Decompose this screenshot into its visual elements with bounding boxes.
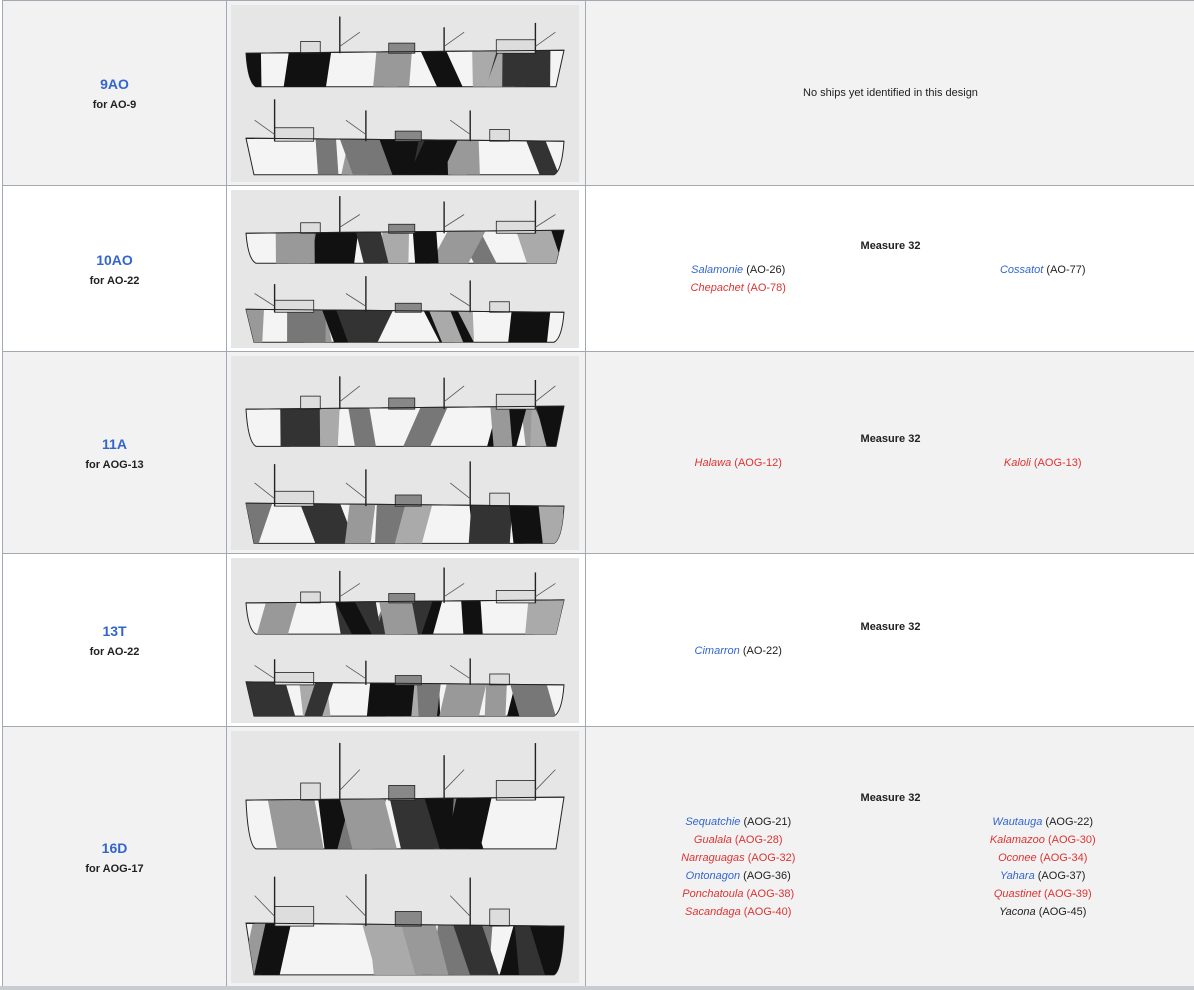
ship-name-link[interactable]: Oconee [998, 852, 1037, 864]
camouflage-drawing[interactable] [231, 356, 579, 550]
hull-number: (AOG-45) [1038, 906, 1087, 918]
ship-entry[interactable] [586, 279, 891, 297]
ship-list-right [891, 813, 1194, 921]
ships-cell [586, 352, 1194, 554]
design-cell [3, 727, 227, 987]
ship-entry[interactable] [586, 261, 891, 279]
ship-entry[interactable] [891, 867, 1194, 885]
design-row [3, 186, 1194, 352]
design-name-link[interactable]: 10AO [96, 251, 133, 268]
ship-profile-drawing [242, 358, 568, 451]
camouflage-image-cell [227, 186, 586, 352]
ship-list-right [891, 642, 1194, 660]
hull-number: (AOG-22) [1045, 816, 1094, 828]
ship-entry[interactable] [891, 454, 1194, 472]
ship-name-link[interactable]: Salamonie [691, 264, 744, 276]
ship-name-link[interactable]: Wautauga [992, 816, 1043, 828]
design-row [3, 352, 1194, 554]
ships-cell [586, 1, 1194, 186]
ship-entry[interactable] [891, 261, 1194, 279]
hull-number: (AO-22) [742, 644, 782, 657]
hull-number[interactable]: (AO-78) [746, 282, 786, 294]
design-target-class: for AO-22 [89, 274, 140, 287]
hull-number: (AO-77) [1046, 264, 1086, 276]
ship-entry[interactable] [586, 454, 891, 472]
hull-number[interactable]: (AOG-30) [1047, 834, 1096, 846]
ship-profile-drawing [242, 192, 568, 267]
hull-number: (AO-26) [746, 264, 786, 276]
ship-profile-drawing [242, 455, 568, 548]
measure-label: Measure 32 [860, 792, 921, 804]
measure-label: Measure 32 [860, 240, 921, 252]
ship-entry[interactable] [891, 813, 1194, 831]
ship-entry[interactable] [586, 903, 891, 921]
design-target-class: for AO-9 [92, 99, 137, 111]
hull-number[interactable]: (AOG-34) [1039, 852, 1088, 864]
ship-entry[interactable] [586, 885, 891, 903]
hull-number: (AOG-37) [1037, 870, 1086, 882]
design-target-class: for AO-22 [89, 646, 140, 658]
ship-profile-drawing [242, 560, 568, 638]
hull-number[interactable]: (AOG-40) [743, 906, 792, 918]
ship-entry [891, 903, 1194, 921]
ship-list-right [891, 261, 1194, 297]
ships-cell [586, 727, 1194, 987]
camouflage-image-cell [227, 554, 586, 727]
hull-number[interactable]: (AOG-32) [747, 852, 796, 864]
ship-name-link[interactable]: Cimarron [694, 644, 740, 657]
camouflage-image-cell [227, 352, 586, 554]
camouflage-drawing[interactable] [231, 5, 579, 182]
ship-name-link[interactable]: Kalamazoo [989, 834, 1045, 846]
hull-number[interactable]: (AOG-12) [734, 457, 782, 469]
ship-name-link[interactable]: Gualala [693, 834, 732, 846]
ship-name-link[interactable]: Quastinet [993, 888, 1041, 900]
hull-number[interactable]: (AOG-39) [1043, 888, 1092, 900]
ship-name-link[interactable]: Cossatot [999, 264, 1044, 276]
design-target-class: for AOG-17 [85, 862, 144, 875]
hull-number: (AOG-21) [743, 816, 792, 828]
ship-entry[interactable] [891, 849, 1194, 867]
design-name-link[interactable]: 11A [102, 435, 127, 452]
hull-number[interactable]: (AOG-28) [734, 834, 783, 846]
design-row [3, 1, 1194, 186]
ship-entry[interactable] [586, 813, 891, 831]
design-name-link[interactable]: 13T [102, 623, 127, 639]
ship-columns [586, 261, 1194, 297]
horizontal-scrollbar-track[interactable] [0, 986, 1194, 990]
design-cell [3, 1, 227, 186]
ship-entry[interactable] [891, 885, 1194, 903]
ship-entry[interactable] [586, 867, 891, 885]
ship-list-left [586, 642, 891, 660]
design-cell [3, 352, 227, 554]
ship-columns [586, 454, 1194, 472]
ship-entry[interactable] [891, 831, 1194, 849]
design-cell [3, 186, 227, 352]
design-target-class: for AOG-13 [85, 458, 144, 471]
ship-entry[interactable] [586, 849, 891, 867]
ship-list-right [891, 454, 1194, 472]
ship-profile-drawing [242, 95, 568, 179]
camouflage-image-cell [227, 1, 586, 186]
ship-name-link[interactable]: Sequatchie [685, 816, 741, 828]
ship-name-link[interactable]: Ponchatoula [682, 888, 744, 900]
ship-name-link: Yacona [999, 906, 1036, 918]
ship-list-left [586, 454, 891, 472]
camouflage-image-cell [227, 727, 586, 987]
hull-number: (AOG-36) [743, 870, 791, 882]
ships-cell [586, 554, 1194, 727]
camouflage-designs-table [2, 0, 1194, 987]
ship-profile-drawing [242, 642, 568, 720]
ship-profile-drawing [242, 7, 568, 91]
hull-number[interactable]: (AOG-38) [746, 888, 795, 900]
no-ships-message: No ships yet identified in this design [803, 87, 978, 99]
ship-columns [586, 813, 1194, 921]
ship-name-link[interactable]: Yahara [1000, 870, 1035, 882]
design-row [3, 727, 1194, 987]
ship-entry[interactable] [586, 831, 891, 849]
design-name-link[interactable]: 16D [101, 839, 128, 856]
ship-name-link[interactable]: Ontonagon [685, 870, 741, 882]
design-cell [3, 554, 227, 727]
design-row [3, 554, 1194, 727]
ship-profile-drawing [242, 271, 568, 346]
design-name-link[interactable]: 9AO [100, 76, 129, 92]
ship-profile-drawing [242, 733, 568, 855]
ship-entry[interactable] [586, 642, 891, 660]
ship-name-link[interactable]: Narraguagas [681, 852, 745, 864]
measure-label: Measure 32 [860, 433, 921, 445]
ship-name-link[interactable]: Halawa [694, 457, 732, 469]
ship-name-link[interactable]: Kaloli [1003, 457, 1031, 469]
ship-profile-drawing [242, 859, 568, 981]
ship-columns [586, 642, 1194, 660]
camouflage-drawing[interactable] [231, 190, 579, 348]
ship-list-left [586, 813, 891, 921]
hull-number[interactable]: (AOG-13) [1033, 457, 1082, 469]
camouflage-drawing[interactable] [231, 731, 579, 983]
ships-cell [586, 186, 1194, 352]
measure-label: Measure 32 [860, 620, 921, 633]
camouflage-drawing[interactable] [231, 558, 579, 723]
ship-name-link[interactable]: Sacandaga [685, 906, 741, 918]
ship-list-left [586, 261, 891, 297]
ship-name-link[interactable]: Chepachet [690, 282, 744, 294]
